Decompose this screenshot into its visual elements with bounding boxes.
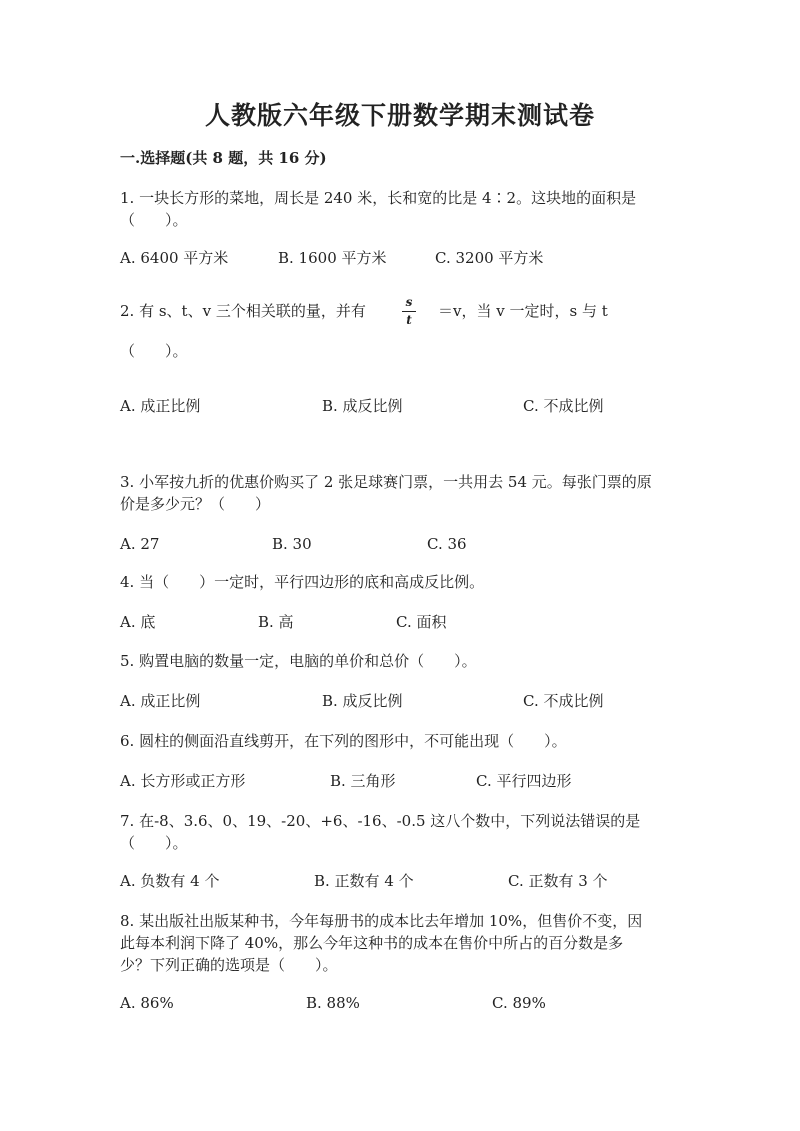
question-7-line-2: （ ）。 [120, 834, 188, 852]
question-6 [120, 730, 685, 752]
question-8-option-a[interactable]: A. 86% [120, 994, 174, 1012]
question-7-line-1: 7. 在-8、3.6、0、19、-20、+6、-16、-0.5 这八个数中，下列说法错误的是 [120, 812, 641, 830]
question-1-option-b[interactable]: B. 1600 平方米 [278, 249, 387, 267]
question-4-option-a[interactable]: A. 底 [120, 613, 156, 631]
question-8 [120, 910, 685, 976]
question-5-line-1: 5. 购置电脑的数量一定，电脑的单价和总价（ ）。 [120, 652, 477, 670]
question-1 [120, 187, 685, 231]
question-3-line-2: 价是多少元？（ ） [120, 495, 271, 513]
question-3-option-b[interactable]: B. 30 [272, 535, 312, 553]
question-3 [120, 471, 685, 515]
fraction-numerator: s [405, 295, 413, 309]
page-title: 人教版六年级下册数学期末测试卷 [204, 101, 595, 130]
question-4-line-1: 4. 当（ ）一定时，平行四边形的底和高成反比例。 [120, 573, 485, 591]
question-1-line-2: （ ）。 [120, 211, 188, 229]
question-8-line-3: 少？下列正确的选项是（ ）。 [120, 956, 338, 974]
question-3-option-a[interactable]: A. 27 [120, 535, 160, 553]
question-4-option-b[interactable]: B. 高 [258, 613, 294, 631]
question-5 [120, 650, 685, 672]
question-8-option-b[interactable]: B. 88% [306, 994, 360, 1012]
question-6-option-b[interactable]: B. 三角形 [330, 772, 396, 790]
question-4 [120, 571, 685, 593]
question-5-option-b[interactable]: B. 成反比例 [322, 692, 403, 710]
question-7-option-c[interactable]: C. 正数有 3 个 [508, 872, 608, 890]
question-8-option-c[interactable]: C. 89% [492, 994, 546, 1012]
question-8-line-2: 此每本利润下降了 40%，那么今年这种书的成本在售价中所占的百分数是多 [120, 934, 624, 952]
question-6-line-1: 6. 圆柱的侧面沿直线剪开，在下列的图形中，不可能出现（ ）。 [120, 732, 567, 750]
fraction-bar [402, 311, 416, 312]
question-3-line-1: 3. 小军按九折的优惠价购买了 2 张足球赛门票，一共用去 54 元。每张门票的原 [120, 473, 652, 491]
section-title: 一.选择题(共 8 题，共 16 分) [120, 149, 327, 167]
question-2-line-2: （ ）。 [120, 342, 188, 360]
question-1-line-1: 1. 一块长方形的菜地，周长是 240 米，长和宽的比是 4∶2。这块地的面积是 [120, 189, 637, 207]
question-7-option-b[interactable]: B. 正数有 4 个 [314, 872, 414, 890]
question-7 [120, 810, 685, 854]
question-5-option-a[interactable]: A. 成正比例 [120, 692, 201, 710]
question-4-option-c[interactable]: C. 面积 [396, 613, 447, 631]
question-6-option-c[interactable]: C. 平行四边形 [476, 772, 572, 790]
fraction-denominator: t [406, 313, 412, 327]
question-1-option-a[interactable]: A. 6400 平方米 [120, 249, 229, 267]
question-8-line-1: 8. 某出版社出版某种书，今年每册书的成本比去年增加 10%，但售价不变，因 [120, 912, 643, 930]
question-2-option-b[interactable]: B. 成反比例 [322, 397, 403, 415]
question-3-option-c[interactable]: C. 36 [427, 535, 467, 553]
question-5-option-c[interactable]: C. 不成比例 [523, 692, 604, 710]
question-2-line-1b: ＝v，当 v 一定时，s 与 t [438, 302, 608, 320]
question-2-line-1a: 2. 有 s、t、v 三个相关联的量，并有 [120, 302, 366, 320]
question-2-option-a[interactable]: A. 成正比例 [120, 397, 201, 415]
fraction-s-over-t [402, 296, 416, 327]
question-7-option-a[interactable]: A. 负数有 4 个 [120, 872, 220, 890]
question-2-option-c[interactable]: C. 不成比例 [523, 397, 604, 415]
question-1-option-c[interactable]: C. 3200 平方米 [435, 249, 544, 267]
question-6-option-a[interactable]: A. 长方形或正方形 [120, 772, 246, 790]
